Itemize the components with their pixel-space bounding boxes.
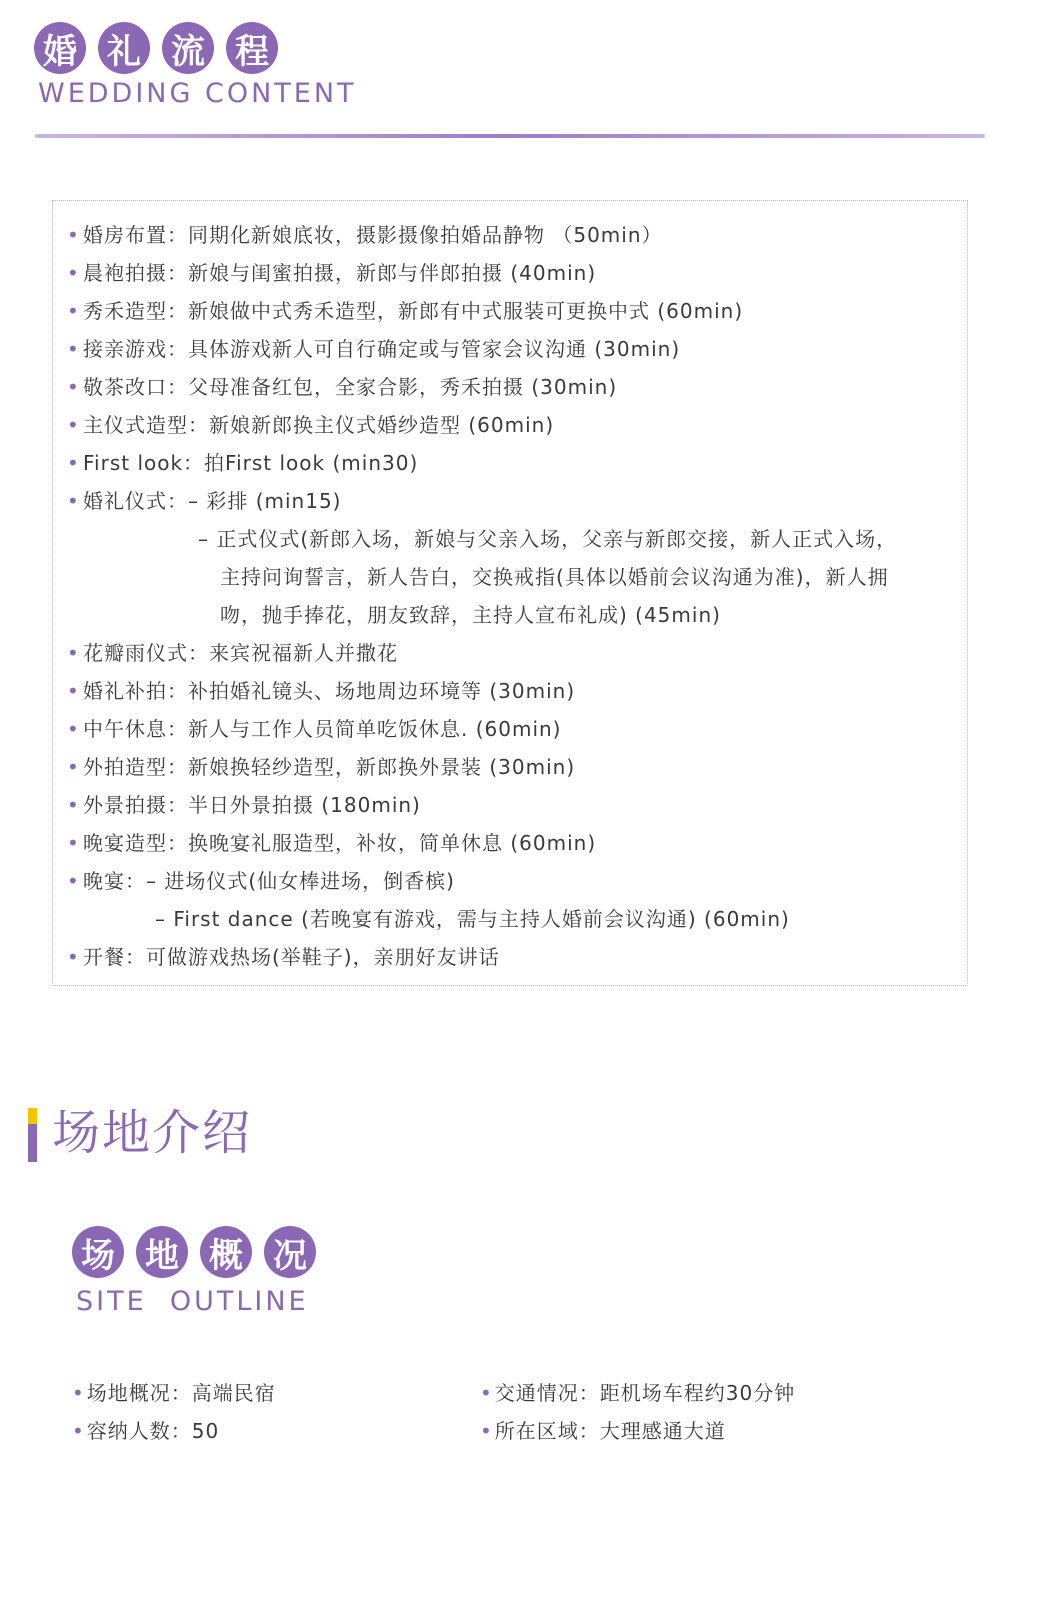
bullet-icon: • [67,679,80,703]
venue-section-title: 场地介绍 [52,1105,253,1161]
bullet-icon: • [67,451,80,475]
bullet-icon: • [67,261,80,285]
list-item: • 敬茶改口：父母准备红包，全家合影，秀禾拍摄 (30min) [53,368,967,406]
list-item: • 秀禾造型：新娘做中式秀禾造型，新郎有中式服装可更换中式 (60min) [53,292,967,330]
bullet-icon: • [67,375,80,399]
section-marker [28,1108,37,1162]
wedding-flow-list [52,200,968,986]
site-outline-subtitle: SITE OUTLINE [76,1286,309,1317]
bullet-icon: • [67,717,80,741]
bullet-icon: • [72,1419,85,1443]
bullet-icon: • [67,945,80,969]
marker-purple [28,1124,37,1162]
heading-char: 场 [72,1226,124,1278]
list-item-continuation: 吻，抛手捧花，朋友致辞，主持人宣布礼成) (45min) [220,603,721,627]
list-item: • 外景拍摄：半日外景拍摄 (180min) [53,786,967,824]
marker-yellow [28,1108,37,1124]
list-item: • 婚房布置：同期化新娘底妆，摄影摄像拍婚品静物 （50min） [53,216,967,254]
list-item: • First look：拍First look (min30) [53,444,967,482]
wedding-content-subtitle: WEDDING CONTENT [38,78,357,109]
list-item-continuation: 主持问询誓言，新人告白，交换戒指(具体以婚前会议沟通为准)，新人拥 [220,565,889,589]
bullet-icon: • [67,755,80,779]
bullet-icon: • [67,413,80,437]
venue-info-item: • 交通情况：距机场车程约30分钟 [480,1381,796,1405]
bullet-icon: • [72,1381,85,1405]
venue-info-item: • 容纳人数：50 [72,1419,220,1443]
list-item: • 中午休息：新人与工作人员简单吃饭休息. (60min) [53,710,967,748]
list-item: • 接亲游戏：具体游戏新人可自行确定或与管家会议沟通 (30min) [53,330,967,368]
bullet-icon: • [67,869,80,893]
bullet-icon: • [67,337,80,361]
list-item: • 开餐：可做游戏热场(举鞋子)，亲朋好友讲话 [53,938,967,976]
bullet-icon: • [67,223,80,247]
heading-char: 程 [226,22,278,74]
bullet-icon: • [480,1381,493,1405]
wedding-content-heading [34,22,278,74]
site-outline-heading [72,1226,316,1278]
list-item-continuation: – 正式仪式(新郎入场，新娘与父亲入场，父亲与新郎交接，新人正式入场， [198,527,898,551]
bullet-icon: • [67,793,80,817]
venue-info-item: • 场地概况：高端民宿 [72,1381,276,1405]
list-item: • 主仪式造型：新娘新郎换主仪式婚纱造型 (60min) [53,406,967,444]
bullet-icon: • [67,831,80,855]
heading-char: 地 [136,1226,188,1278]
list-item: • 婚礼补拍：补拍婚礼镜头、场地周边环境等 (30min) [53,672,967,710]
list-item: • 晚宴：– 进场仪式(仙女棒进场，倒香槟) [53,862,967,900]
list-item-continuation: – First dance (若晚宴有游戏，需与主持人婚前会议沟通) (60min) [155,907,790,931]
heading-char: 概 [200,1226,252,1278]
list-item: • 外拍造型：新娘换轻纱造型，新郎换外景装 (30min) [53,748,967,786]
list-item: • 婚礼仪式：– 彩排 (min15) [53,482,967,520]
bullet-icon: • [67,489,80,513]
heading-char: 礼 [98,22,150,74]
heading-char: 流 [162,22,214,74]
list-item: • 晨袍拍摄：新娘与闺蜜拍摄，新郎与伴郎拍摄 (40min) [53,254,967,292]
bullet-icon: • [67,299,80,323]
section-divider [35,134,985,138]
heading-char: 婚 [34,22,86,74]
bullet-icon: • [67,641,80,665]
list-item: • 晚宴造型：换晚宴礼服造型，补妆，简单休息 (60min) [53,824,967,862]
bullet-icon: • [480,1419,493,1443]
venue-info-item: • 所在区域：大理感通大道 [480,1419,726,1443]
list-item: • 花瓣雨仪式：来宾祝福新人并撒花 [53,634,967,672]
heading-char: 况 [264,1226,316,1278]
